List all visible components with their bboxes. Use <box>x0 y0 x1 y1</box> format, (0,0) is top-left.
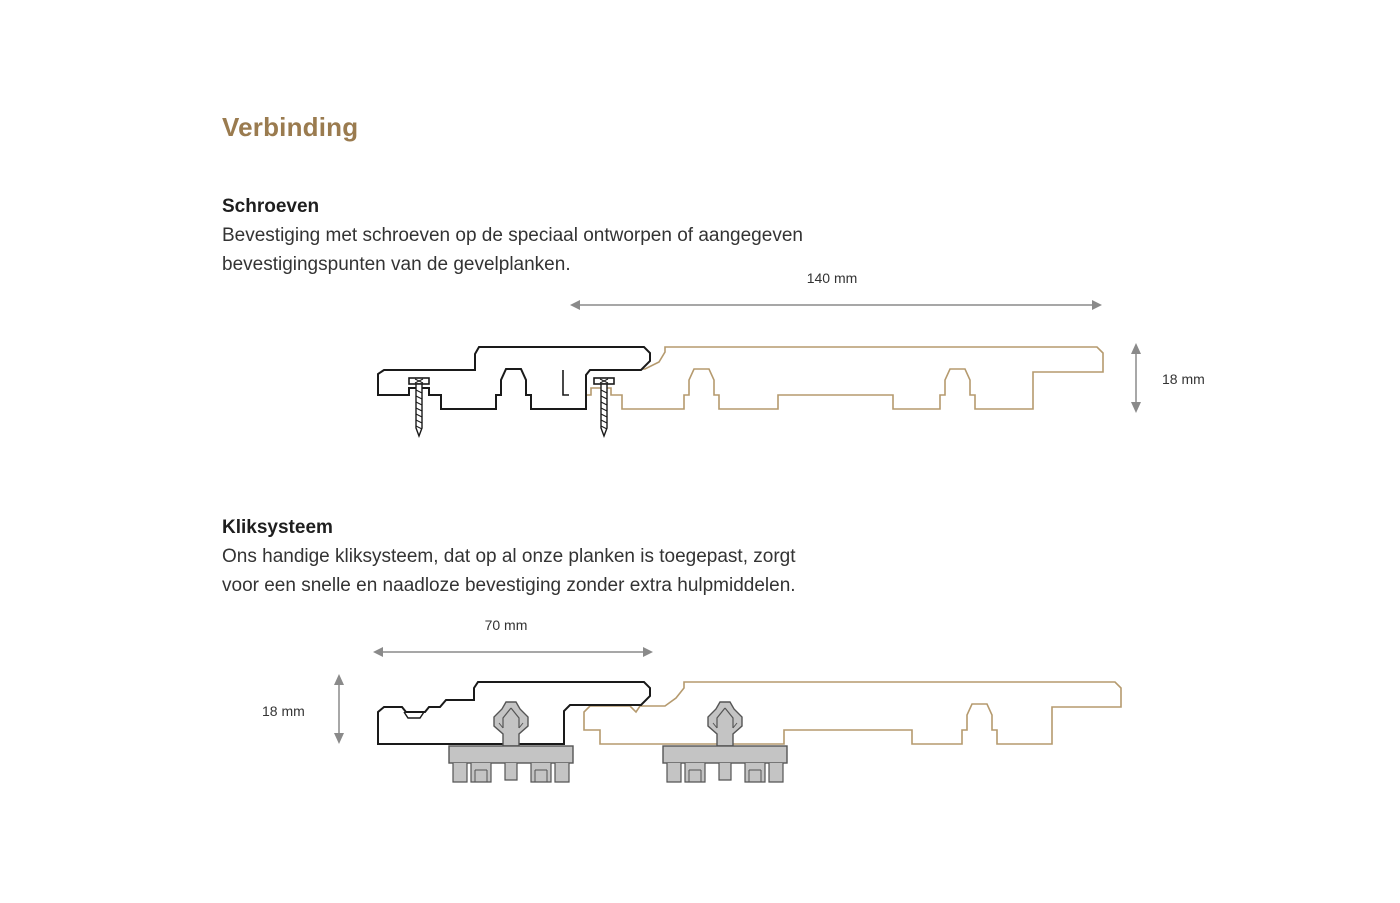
click-width-label: 70 mm <box>484 617 528 633</box>
click-clip-icon <box>663 702 787 782</box>
screws-height-label: 18 mm <box>1162 371 1205 387</box>
screws-height-dimension <box>1131 343 1205 413</box>
screws-heading: Schroeven <box>222 196 320 217</box>
click-description-line-1: Ons handige kliksysteem, dat op al onze planken is toegepast, zorgt <box>222 546 796 567</box>
click-diagram <box>262 617 1121 782</box>
click-plank-profile-light <box>584 682 1121 744</box>
screws-diagram <box>378 270 1205 436</box>
click-width-dimension <box>373 617 653 657</box>
click-heading: Kliksysteem <box>222 517 333 538</box>
screw-icon <box>594 378 614 436</box>
screws-description-line-2: bevestigingspunten van de gevelplanken. <box>222 254 571 275</box>
screws-width-dimension <box>570 270 1102 310</box>
click-height-label: 18 mm <box>262 703 305 719</box>
screws-width-label: 140 mm <box>806 270 858 286</box>
page-title: Verbinding <box>222 112 359 142</box>
click-height-dimension <box>262 674 344 744</box>
click-description-line-2: voor een snelle en naadloze bevestiging zonder extra hulpmiddelen. <box>222 575 796 596</box>
screws-description-line-1: Bevestiging met schroeven op de speciaal ontworpen of aangegeven <box>222 225 803 246</box>
